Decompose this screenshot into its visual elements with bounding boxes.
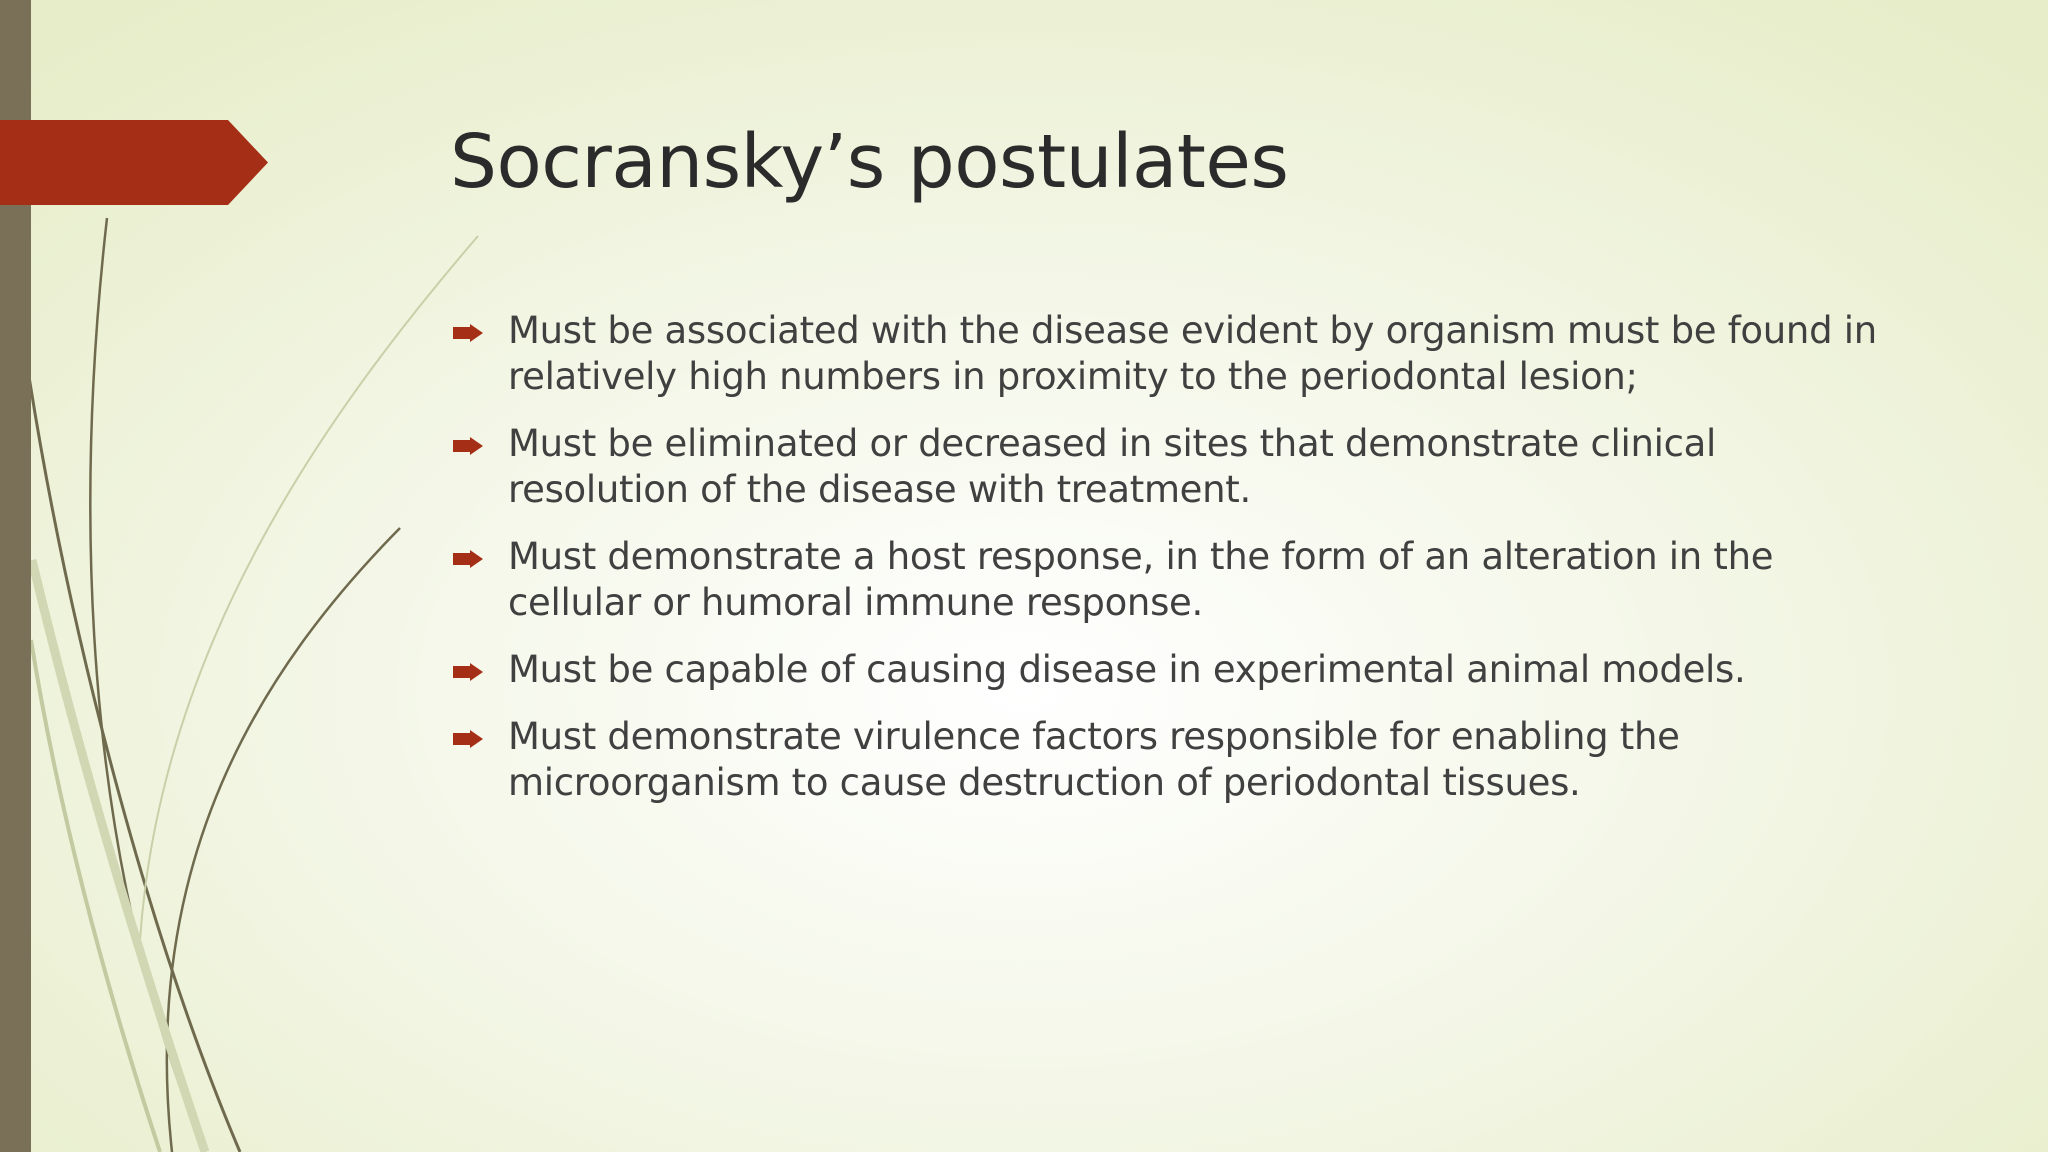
- bullet-item: [450, 714, 2010, 806]
- bullet-text-line2: cellular or humoral immune response.: [508, 581, 1203, 624]
- arrow-bullet-icon: [453, 550, 483, 568]
- deco-curve-2: [28, 370, 240, 1152]
- bullet-text-line1: Must demonstrate virulence factors responsible for enabling the: [508, 715, 1680, 758]
- arrow-bullet-icon: [453, 663, 483, 681]
- deco-curve-1: [90, 218, 205, 1152]
- deco-curve-6: [31, 640, 160, 1152]
- bullet-text-line1: Must be associated with the disease evident by organism must be found in: [508, 309, 1877, 352]
- bullet-list: [450, 308, 2010, 827]
- title-tab-arrow: [0, 120, 268, 205]
- deco-curve-4: [140, 236, 478, 940]
- deco-curve-5: [32, 560, 205, 1152]
- bullet-item: [450, 647, 2010, 693]
- bullet-text-line2: microorganism to cause destruction of periodontal tissues.: [508, 761, 1581, 804]
- bullet-text-line2: resolution of the disease with treatment.: [508, 468, 1251, 511]
- bullet-item: [450, 308, 2010, 400]
- arrow-bullet-icon: [453, 437, 483, 455]
- slide-title: Socransky’s postulates: [450, 119, 1289, 205]
- arrow-bullet-icon: [453, 730, 483, 748]
- bullet-text-line1: Must be capable of causing disease in experimental animal models.: [508, 648, 1746, 691]
- bullet-text-line1: Must demonstrate a host response, in the form of an alteration in the: [508, 535, 1774, 578]
- bullet-item: [450, 421, 2010, 513]
- bullet-text-line2: relatively high numbers in proximity to the periodontal lesion;: [508, 355, 1638, 398]
- arrow-bullet-icon: [453, 324, 483, 342]
- bullet-item: [450, 534, 2010, 626]
- bullet-text-line1: Must be eliminated or decreased in sites that demonstrate clinical: [508, 422, 1717, 465]
